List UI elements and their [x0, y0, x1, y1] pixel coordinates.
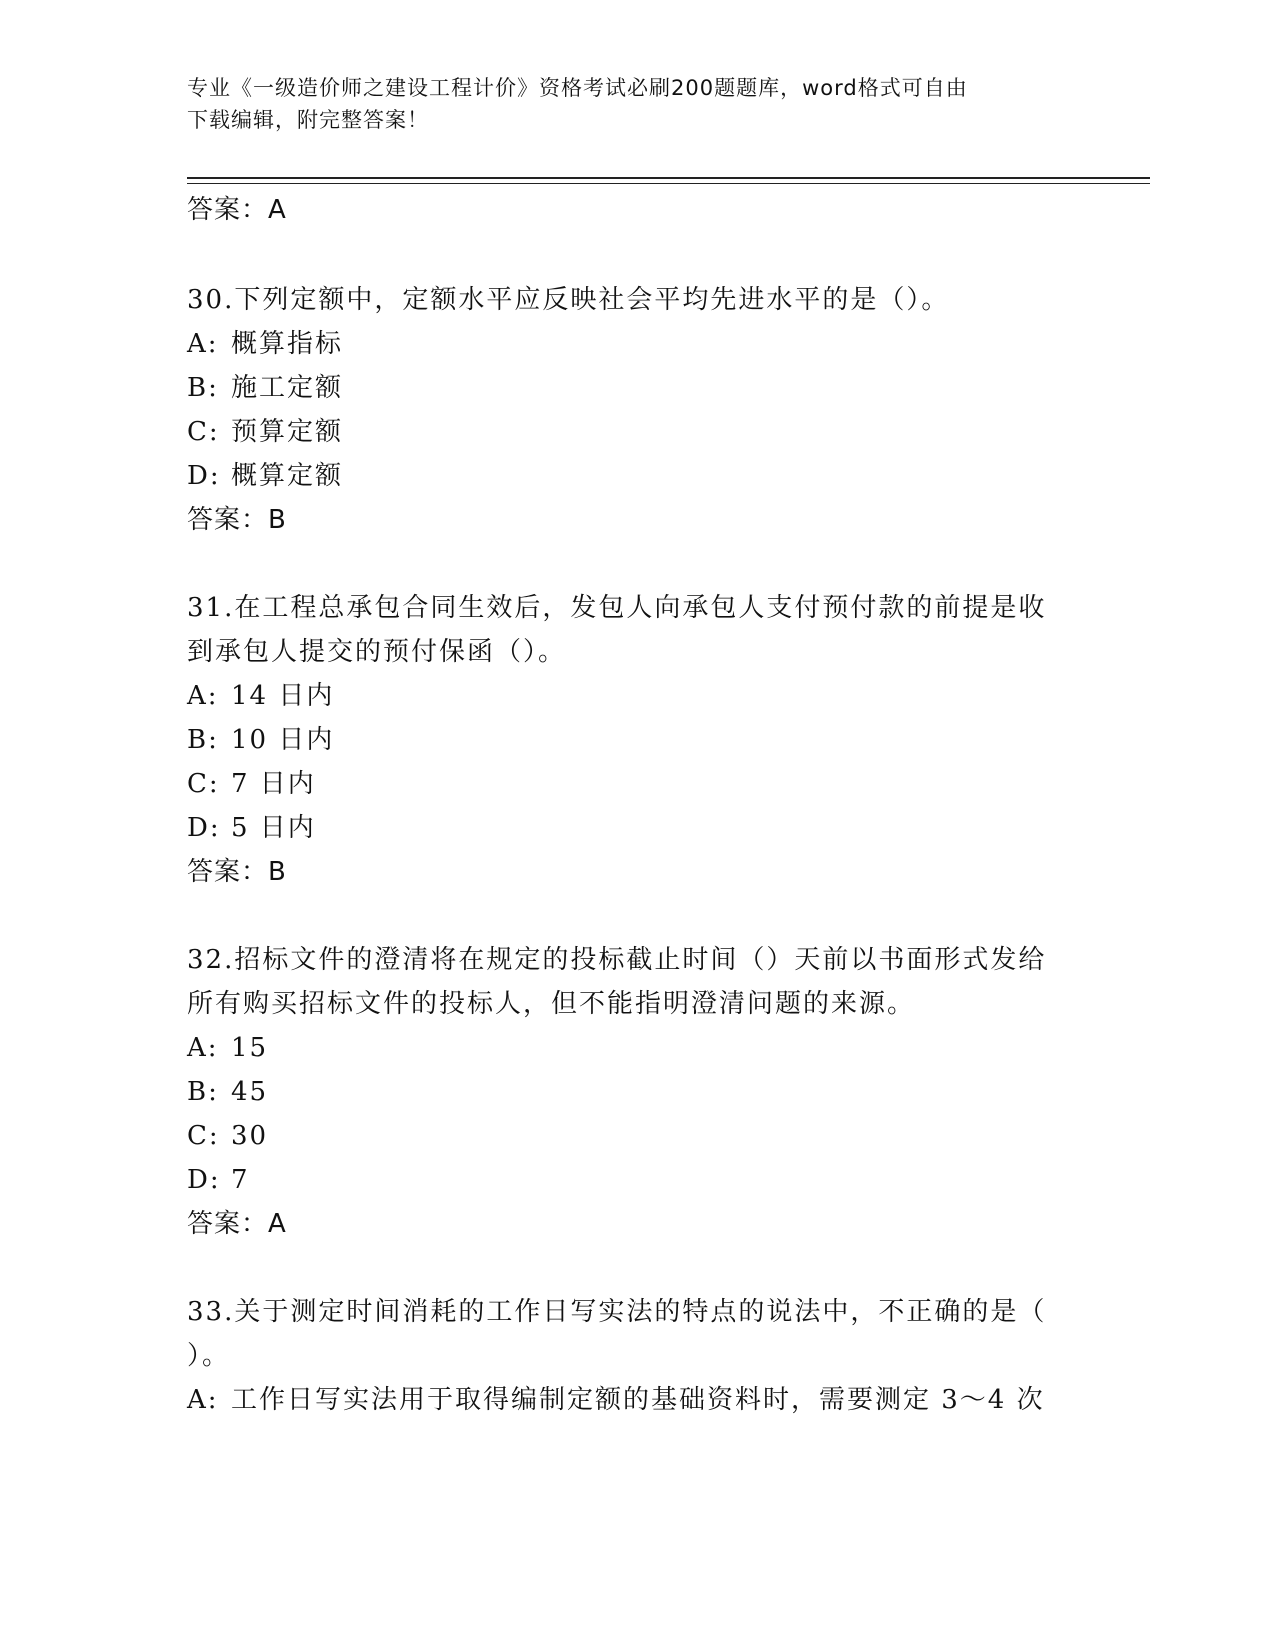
- question-30-answer: 答案：B: [187, 505, 287, 535]
- answer-prev: 答案：A: [187, 195, 287, 225]
- option-label: C:: [187, 769, 220, 799]
- option-text: 5 日内: [231, 813, 316, 843]
- header-line-1: 专业《一级造价师之建设工程计价》资格考试必刷200题题库，word格式可自由: [187, 76, 968, 100]
- option-label: A:: [187, 681, 219, 711]
- question-33-line-2: ）。: [187, 1341, 231, 1371]
- question-31-option-d: [187, 810, 316, 846]
- question-31-line-2: 到承包人提交的预付保函（）。: [187, 637, 567, 667]
- question-30-option-a: [187, 326, 343, 362]
- question-32-option-d: [187, 1162, 250, 1198]
- question-31-option-b: [187, 722, 334, 758]
- question-30-option-b: [187, 370, 343, 406]
- option-text: 15: [231, 1033, 269, 1063]
- question-31-option-c: [187, 766, 316, 802]
- question-30-option-d: [187, 458, 343, 494]
- question-32-line-2: 所有购买招标文件的投标人，但不能指明澄清问题的来源。: [187, 989, 916, 1019]
- question-31-option-a: [187, 678, 334, 714]
- question-31-answer: 答案：B: [187, 857, 287, 887]
- option-label: A:: [187, 1033, 219, 1063]
- option-label: A:: [187, 329, 219, 359]
- option-label: B:: [187, 373, 219, 403]
- question-32-option-a: [187, 1030, 268, 1066]
- question-31-line-1: 31.在工程总承包合同生效后，发包人向承包人支付预付款的前提是收: [187, 593, 1047, 623]
- question-32-answer: 答案：A: [187, 1209, 287, 1239]
- option-label: B:: [187, 1077, 219, 1107]
- option-text: 7 日内: [231, 769, 316, 799]
- option-text: 概算指标: [231, 329, 344, 359]
- option-label: A:: [187, 1385, 219, 1415]
- option-text: 45: [231, 1077, 269, 1107]
- option-label: C:: [187, 1121, 220, 1151]
- option-label: D:: [187, 1165, 221, 1195]
- header-line-2: 下载编辑，附完整答案！: [187, 108, 429, 132]
- header-rule-thin: [187, 183, 1150, 184]
- option-text: 概算定额: [231, 461, 344, 491]
- question-32-option-b: [187, 1074, 268, 1110]
- question-33-line-1: 33.关于测定时间消耗的工作日写实法的特点的说法中，不正确的是（: [187, 1297, 1047, 1327]
- question-32-option-c: [187, 1118, 268, 1154]
- option-label: D:: [187, 461, 221, 491]
- option-label: D:: [187, 813, 221, 843]
- option-text: 工作日写实法用于取得编制定额的基础资料时，需要测定 3～4 次: [231, 1385, 1045, 1415]
- question-30-option-c: [187, 414, 343, 450]
- option-text: 7: [231, 1165, 250, 1195]
- question-32-line-1: 32.招标文件的澄清将在规定的投标截止时间（）天前以书面形式发给: [187, 945, 1047, 975]
- option-label: C:: [187, 417, 220, 447]
- option-text: 30: [231, 1121, 269, 1151]
- option-text: 14 日内: [231, 681, 335, 711]
- page-header: [187, 72, 1087, 136]
- option-text: 预算定额: [231, 417, 344, 447]
- option-text: 施工定额: [231, 373, 344, 403]
- question-33-option-a: [187, 1382, 1045, 1418]
- header-rule-thick: [187, 177, 1150, 179]
- question-30-line-1: 30.下列定额中，定额水平应反映社会平均先进水平的是（）。: [187, 285, 950, 315]
- option-text: 10 日内: [231, 725, 335, 755]
- option-label: B:: [187, 725, 219, 755]
